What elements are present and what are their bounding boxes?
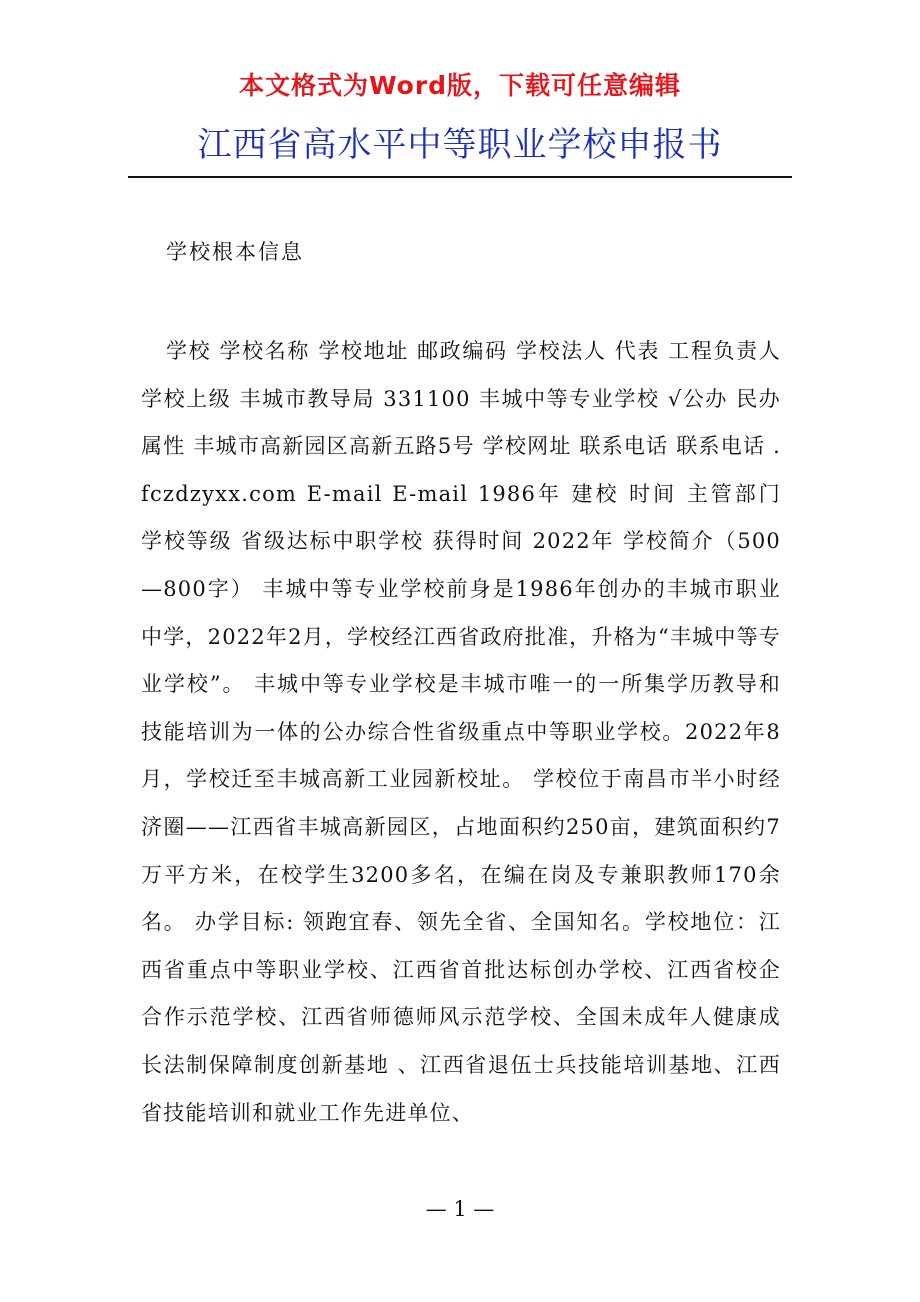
title-divider (128, 176, 792, 178)
section-heading: 学校根本信息 (166, 240, 304, 264)
download-notice-banner: 本文格式为Word版，下载可任意编辑 (238, 71, 682, 100)
page-number: — 1 — (425, 1197, 495, 1221)
body-paragraph: 学校 学校名称 学校地址 邮政编码 学校法人 代表 工程负责人 学校上级 丰城市教导局 331100 丰城中等专业学校 √公办 民办 属性 丰城市高新园区高新五路5号 学校网址 联系电话 联系电话 .fczdzyxx.com E-mail E-mail 1986年 建校 时间 主管部门 学校等级 省级达标中职学校 获得时间 2022年 学校简介（500—800字） 丰城中等专业学校前身是1986年创办的丰城市职业中学，2022年2月，学校经江西省政府批准，升格为“丰城中等专业学校”。 丰城中等专业学校是丰城市唯一的一所集学历教导和技能培训为一体的公办综合性省级重点中等职业学校。2022年8月，学校迁至丰城高新工业园新校址。 学校位于南昌市半小时经济圈——江西省丰城高新园区，占地面积约250亩，建筑面积约7万平方米，在校学生3200多名，在编在岗及专兼职教师170余名。 办学目标: 领跑宜春、领先全省、全国知名。学校地位：江西省重点中等职业学校、江西省首批达标创办学校、江西省校企合作示范学校、江西省师德师风示范学校、全国未成年人健康成长法制保障制度创新基地 、江西省退伍士兵技能培训基地、江西省技能培训和就业工作先进单位、 (141, 339, 781, 1125)
document-title: 江西省高水平中等职业学校申报书 (197, 125, 723, 165)
